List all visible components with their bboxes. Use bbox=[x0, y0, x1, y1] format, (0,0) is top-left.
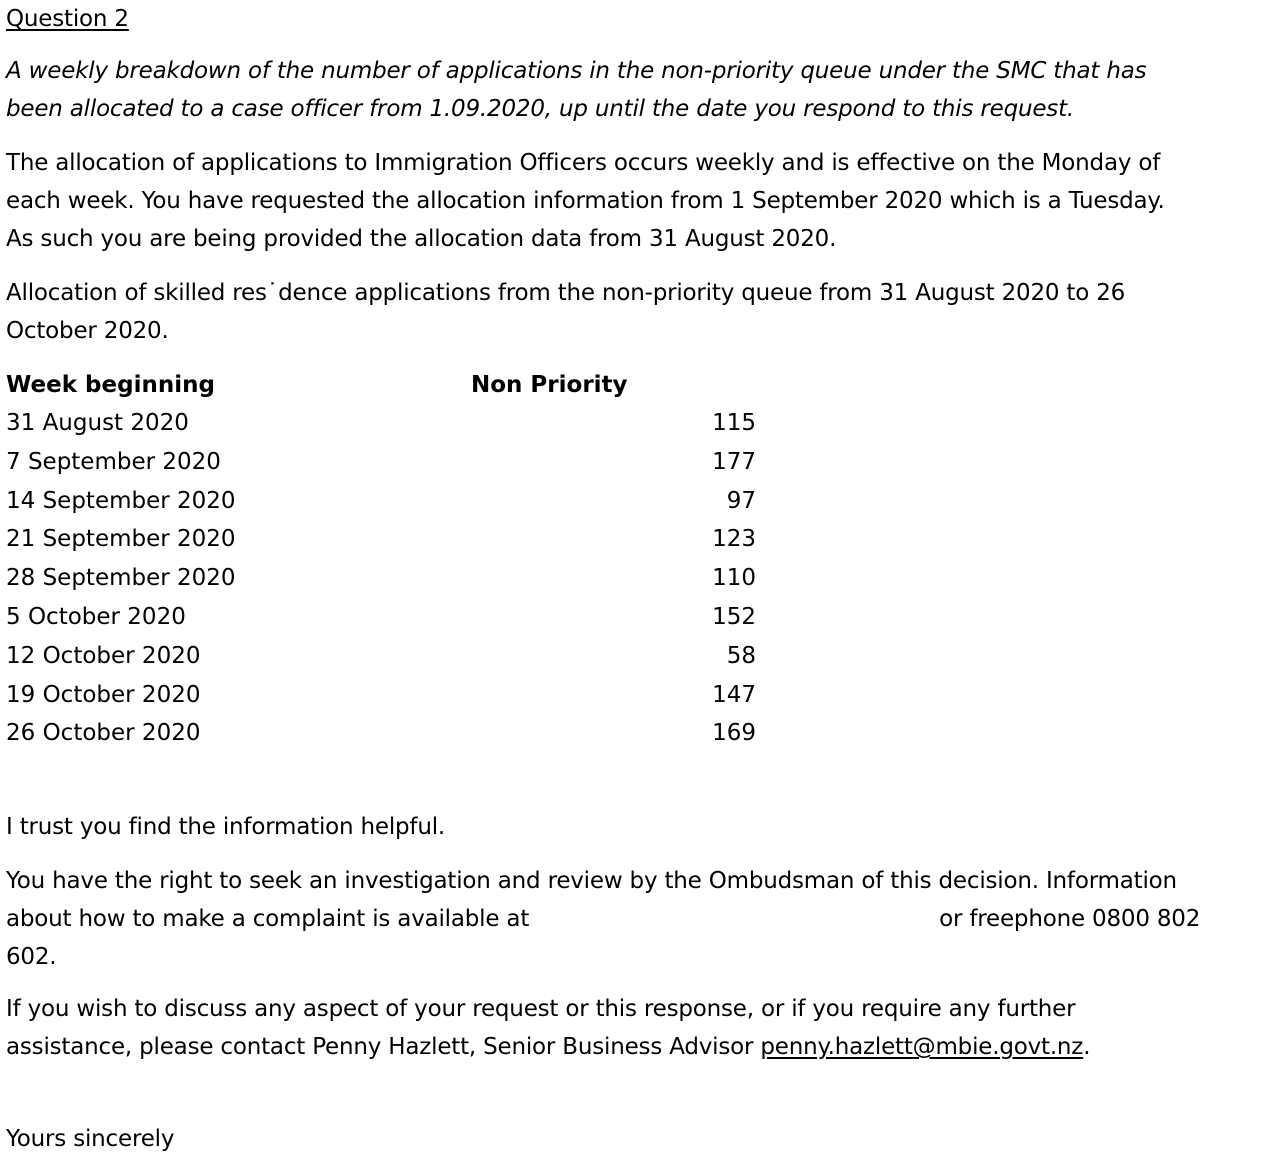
explanation-line-2: each week. You have requested the allocation information from 1 September 2020 which is a Tuesday. bbox=[6, 188, 1165, 214]
table-row bbox=[6, 680, 766, 719]
contact-email-link[interactable]: penny.hazlett@mbie.govt.nz bbox=[760, 1034, 1084, 1060]
ombudsman-line-1: You have the right to seek an investigation and review by the Ombudsman of this decision. Information bbox=[6, 868, 1177, 894]
table-row bbox=[6, 524, 766, 563]
table-row bbox=[6, 641, 766, 680]
ombudsman-line-2-end: or freephone 0800 802 bbox=[939, 906, 1201, 932]
contact-line-2-text: assistance, please contact Penny Hazlett, Senior Business Advisor bbox=[6, 1034, 761, 1060]
non-priority-cell: 177 bbox=[712, 448, 756, 475]
week-cell: 21 September 2020 bbox=[6, 526, 236, 553]
signoff: Yours sincerely bbox=[6, 1126, 175, 1152]
allocation-table-header bbox=[6, 370, 766, 400]
non-priority-cell: 147 bbox=[712, 681, 756, 708]
ombudsman-line-2-start: about how to make a complaint is available at bbox=[6, 906, 530, 932]
week-cell: 19 October 2020 bbox=[6, 681, 201, 708]
column-header-non-priority: Non Priority bbox=[471, 372, 628, 398]
table-row bbox=[6, 486, 766, 525]
non-priority-cell: 123 bbox=[712, 526, 756, 553]
table-row bbox=[6, 563, 766, 602]
table-row bbox=[6, 408, 766, 447]
explanation-line-1: The allocation of applications to Immigration Officers occurs weekly and is effective on the Monday of bbox=[6, 150, 1161, 176]
table-row bbox=[6, 602, 766, 641]
non-priority-cell: 115 bbox=[712, 410, 756, 436]
contact-line-2-period: . bbox=[1083, 1034, 1091, 1060]
contact-line-1: If you wish to discuss any aspect of your request or this response, or if you require any further bbox=[6, 996, 1076, 1022]
closing-trust: I trust you find the information helpful. bbox=[6, 814, 446, 840]
week-cell: 26 October 2020 bbox=[6, 720, 201, 747]
table-row bbox=[6, 447, 766, 486]
non-priority-cell: 152 bbox=[712, 603, 756, 630]
week-cell: 7 September 2020 bbox=[6, 448, 221, 475]
allocation-table bbox=[6, 408, 766, 757]
table-row bbox=[6, 718, 766, 757]
week-cell: 14 September 2020 bbox=[6, 487, 236, 514]
non-priority-cell: 169 bbox=[712, 720, 756, 747]
question-heading: Question 2 bbox=[6, 6, 129, 32]
request-text-line-2: been allocated to a case officer from 1.09.2020, up until the date you respond to this request. bbox=[6, 96, 1075, 122]
week-cell: 12 October 2020 bbox=[6, 642, 201, 669]
week-cell: 31 August 2020 bbox=[6, 410, 189, 436]
non-priority-cell: 97 bbox=[726, 487, 756, 514]
week-cell: 5 October 2020 bbox=[6, 603, 186, 630]
ombudsman-line-3: 602. bbox=[6, 944, 57, 970]
explanation-line-3: As such you are being provided the allocation data from 31 August 2020. bbox=[6, 226, 837, 252]
non-priority-cell: 58 bbox=[726, 642, 756, 669]
table-intro-line-2: October 2020. bbox=[6, 318, 169, 344]
table-intro-line-1: Allocation of skilled res˙dence applications from the non-priority queue from 31 August 2020 to 26 bbox=[6, 280, 1126, 306]
contact-line-2 bbox=[6, 1032, 1090, 1062]
request-text-line-1: A weekly breakdown of the number of applications in the non-priority queue under the SMC that has bbox=[6, 58, 1147, 84]
week-cell: 28 September 2020 bbox=[6, 565, 236, 592]
non-priority-cell: 110 bbox=[712, 565, 756, 592]
ombudsman-line-2 bbox=[6, 904, 1200, 934]
column-header-week: Week beginning bbox=[6, 372, 215, 398]
